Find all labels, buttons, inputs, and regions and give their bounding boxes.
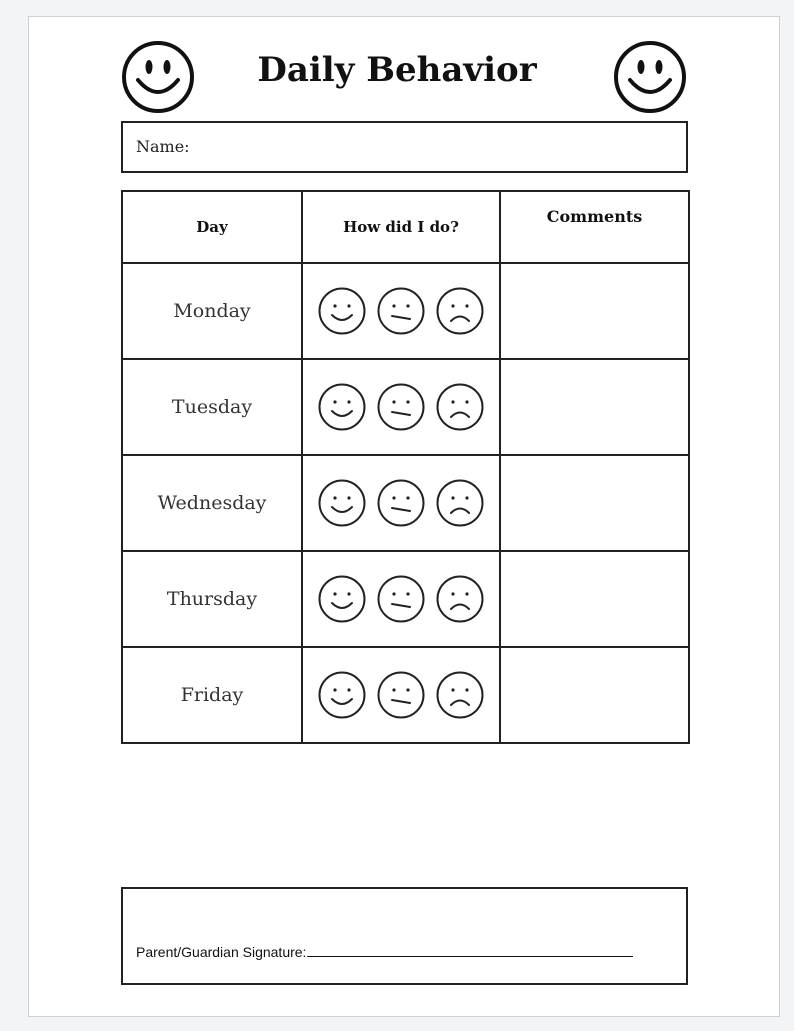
- neutral-face-icon[interactable]: [376, 478, 426, 528]
- name-label: Name:: [136, 137, 190, 156]
- name-field[interactable]: [121, 121, 688, 173]
- happy-face-icon[interactable]: [317, 382, 367, 432]
- table-row: [122, 359, 689, 455]
- table-row: [122, 455, 689, 551]
- column-header-day: Day: [122, 191, 302, 263]
- rating-cell: [302, 359, 500, 455]
- signature-box[interactable]: [121, 887, 688, 985]
- column-header-rating: How did I do?: [302, 191, 500, 263]
- sad-face-icon[interactable]: [435, 670, 485, 720]
- rating-cell: [302, 647, 500, 743]
- sad-face-icon[interactable]: [435, 286, 485, 336]
- table-row: [122, 263, 689, 359]
- day-cell: Thursday: [122, 551, 302, 647]
- sad-face-icon[interactable]: [435, 382, 485, 432]
- neutral-face-icon[interactable]: [376, 574, 426, 624]
- table-header-row: [122, 191, 689, 263]
- smiley-icon-right: [613, 40, 687, 114]
- happy-face-icon[interactable]: [317, 574, 367, 624]
- comments-cell[interactable]: [500, 455, 689, 551]
- happy-face-icon[interactable]: [317, 286, 367, 336]
- rating-cell: [302, 455, 500, 551]
- day-cell: Wednesday: [122, 455, 302, 551]
- rating-cell: [302, 263, 500, 359]
- day-cell: Monday: [122, 263, 302, 359]
- rating-faces: [303, 478, 499, 528]
- behavior-table: [121, 190, 690, 744]
- rating-faces: [303, 574, 499, 624]
- happy-face-icon[interactable]: [317, 670, 367, 720]
- column-header-comments: Comments: [500, 191, 689, 263]
- comments-cell[interactable]: [500, 647, 689, 743]
- signature-label: Parent/Guardian Signature:: [136, 944, 307, 960]
- day-cell: Friday: [122, 647, 302, 743]
- neutral-face-icon[interactable]: [376, 670, 426, 720]
- page-title: Daily Behavior: [257, 50, 537, 90]
- table-row: [122, 551, 689, 647]
- comments-cell[interactable]: [500, 359, 689, 455]
- table-row: [122, 647, 689, 743]
- neutral-face-icon[interactable]: [376, 286, 426, 336]
- happy-face-icon[interactable]: [317, 478, 367, 528]
- sad-face-icon[interactable]: [435, 478, 485, 528]
- sad-face-icon[interactable]: [435, 574, 485, 624]
- rating-faces: [303, 382, 499, 432]
- rating-faces: [303, 670, 499, 720]
- rating-cell: [302, 551, 500, 647]
- signature-label-line: [136, 942, 633, 960]
- comments-cell[interactable]: [500, 263, 689, 359]
- signature-line[interactable]: [307, 942, 633, 957]
- day-cell: Tuesday: [122, 359, 302, 455]
- comments-cell[interactable]: [500, 551, 689, 647]
- neutral-face-icon[interactable]: [376, 382, 426, 432]
- rating-faces: [303, 286, 499, 336]
